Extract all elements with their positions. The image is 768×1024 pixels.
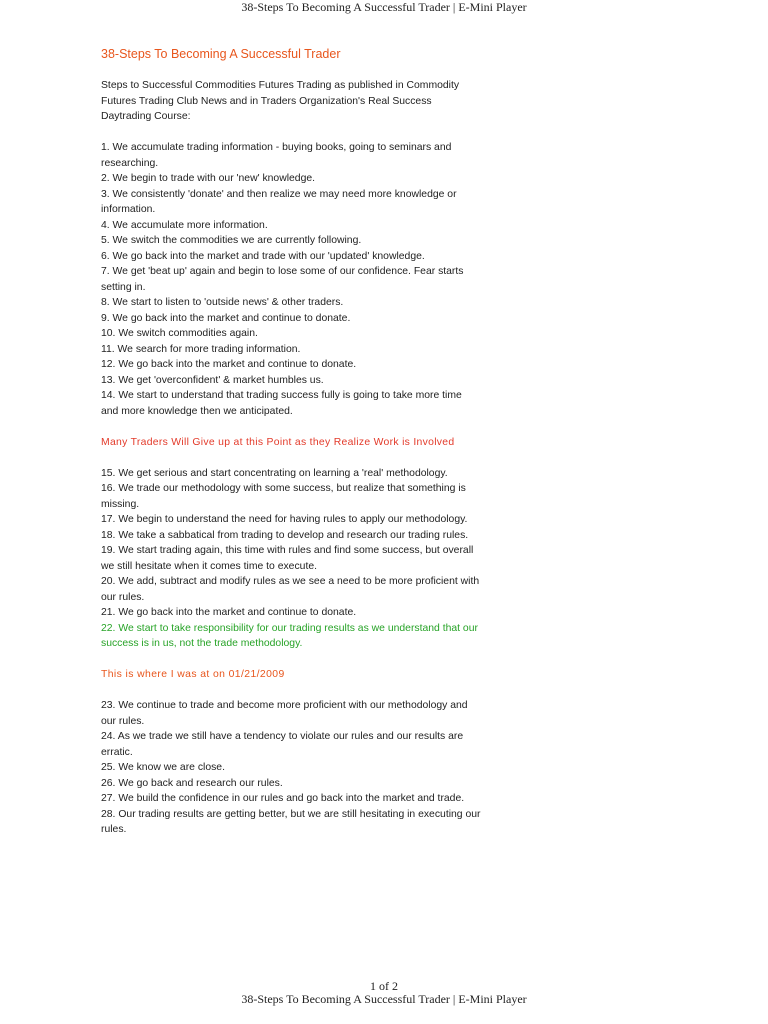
warning-note: Many Traders Will Give up at this Point as they Realize Work is Involved [101,436,455,448]
step-item: 25. We know we are close. [101,762,225,773]
footer-title: 38-Steps To Becoming A Successful Trader | E-Mini Player [241,992,527,1006]
step-item: 18. We take a sabbatical from trading to develop and research our trading rules. [101,529,469,541]
step-item: 8. We start to listen to 'outside news' & other traders. [101,297,344,308]
step-item: 12. We go back into the market and continue to donate. [101,359,357,370]
page-footer [0,980,768,1006]
step-item: 20. We add, subtract and modify rules as we see a need to be more proficient with our rules. [101,576,480,603]
step-item: 6. We go back into the market and trade with our 'updated' knowledge. [101,250,425,262]
step-item: 11. We search for more trading information. [101,343,301,355]
step-item: 2. We begin to trade with our 'new' knowledge. [101,173,316,184]
step-item: 24. As we trade we still have a tendency to violate our rules and our results are erratic. [101,731,464,758]
step-item: 1. We accumulate trading information - buying books, going to seminars and researching. [101,142,452,169]
page-header: 38-Steps To Becoming A Successful Trader | E-Mini Player [241,0,527,14]
steps-list-3 [101,698,481,838]
step-item: 10. We switch commodities again. [101,328,258,339]
step-item: 13. We get 'overconfident' & market humbles us. [101,374,324,386]
step-item: 27. We build the confidence in our rules and go back into the market and trade. [101,793,465,804]
step-item: 16. We trade our methodology with some success, but realize that something is missing. [101,483,466,510]
document-content [101,46,481,946]
highlight-step: 22. We start to take responsibility for our trading results as we understand that our success is in us, not the trade methodology. [101,622,478,649]
step-item: 23. We continue to trade and become more proficient with our methodology and our rules. [101,700,468,727]
step-item: 19. We start trading again, this time with rules and find some success, but overall we still hesitate when it comes time to execute. [101,545,474,572]
steps-list-2 [101,466,481,621]
steps-list-1 [101,140,481,419]
step-item: 26. We go back and research our rules. [101,777,283,789]
step-item: 3. We consistently 'donate' and then realize we may need more knowledge or information. [101,188,457,215]
page-number: 1 of 2 [370,979,398,993]
step-item: 17. We begin to understand the need for having rules to apply our methodology. [101,514,468,525]
status-note: This is where I was at on 01/21/2009 [101,669,285,680]
step-item: 14. We start to understand that trading success fully is going to take more time and more knowledge then we anticipated. [101,390,462,417]
step-item: 28. Our trading results are getting better, but we are still hesitating in executing our rules. [101,808,481,835]
step-item: 9. We go back into the market and continue to donate. [101,312,351,324]
step-item: 15. We get serious and start concentrating on learning a 'real' methodology. [101,467,448,479]
document-title: 38-Steps To Becoming A Successful Trader [101,47,341,61]
step-item: 4. We accumulate more information. [101,219,268,231]
step-item: 5. We switch the commodities we are currently following. [101,235,362,246]
step-item: 7. We get 'beat up' again and begin to lose some of our confidence. Fear starts setting in. [101,266,464,293]
intro-paragraph: Steps to Successful Commodities Futures Trading as published in Commodity Futures Trading Club News and in Traders Organization's Real Success Daytrading Course: [101,80,460,122]
step-item: 21. We go back into the market and continue to donate. [101,607,357,618]
